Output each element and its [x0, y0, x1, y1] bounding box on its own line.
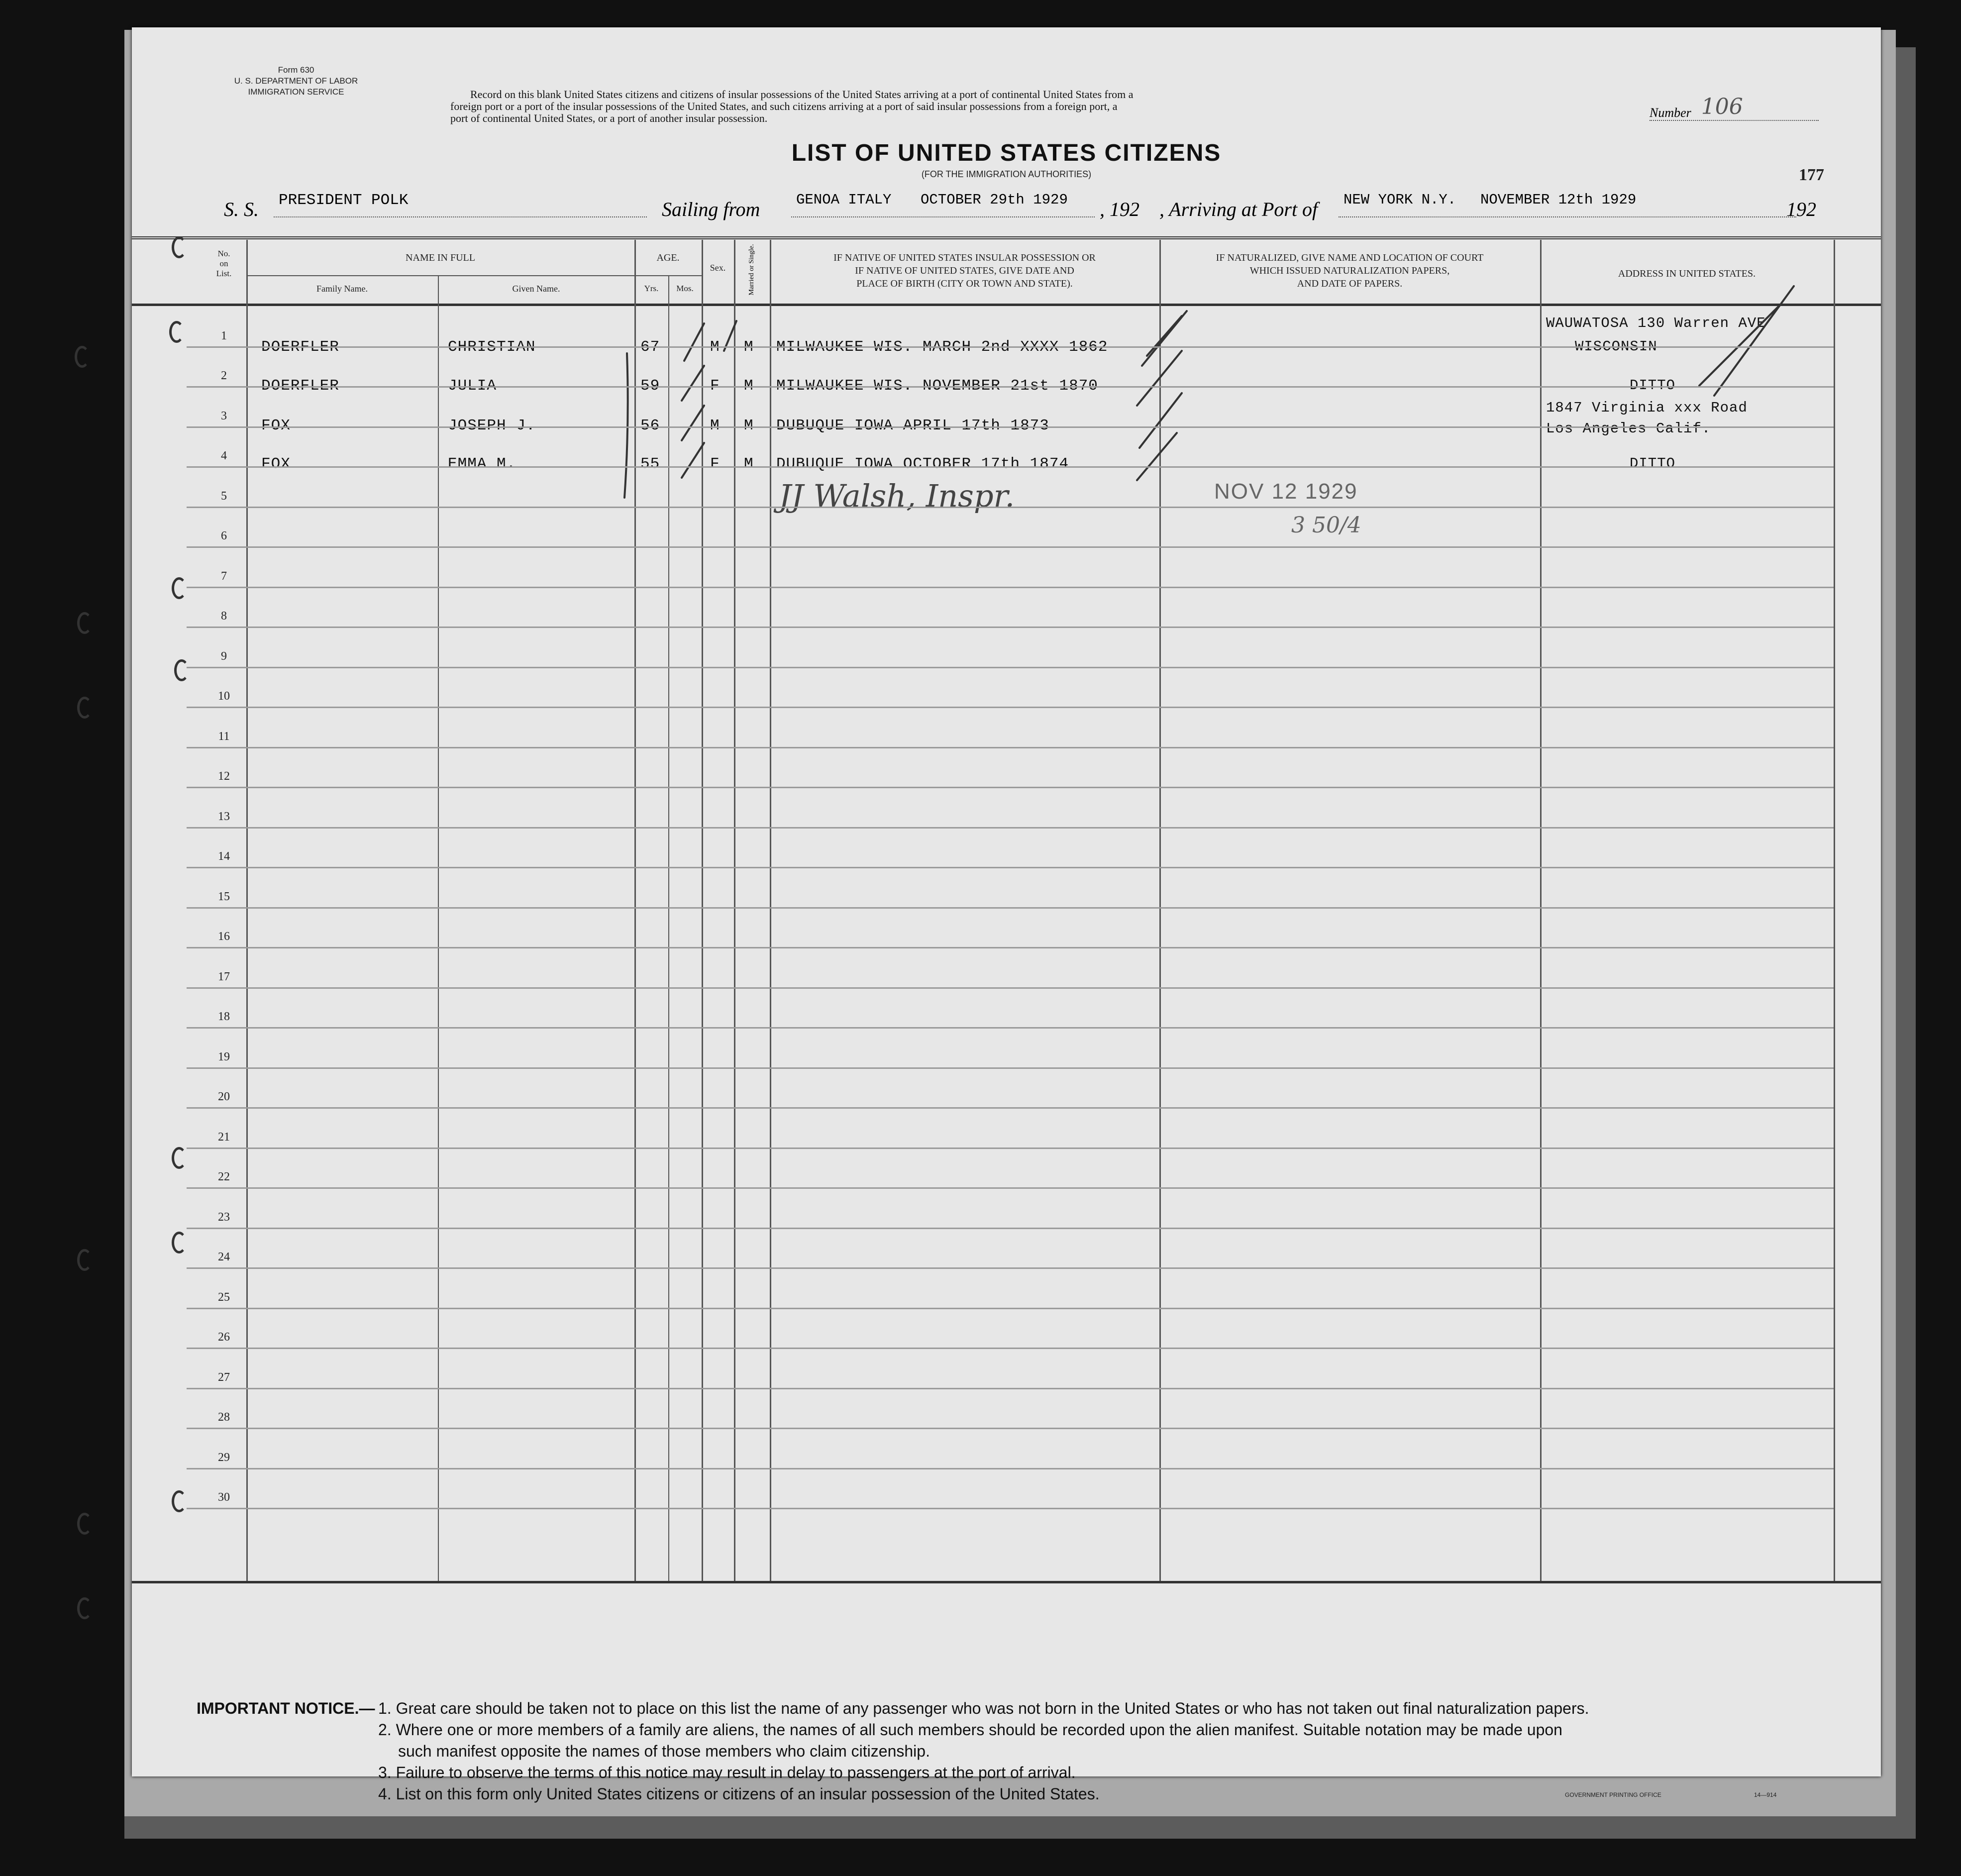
arrival-port: NEW YORK N.Y.	[1343, 192, 1456, 208]
row4-sex: F	[710, 455, 720, 473]
binder-hole	[172, 236, 187, 258]
row4-family: FOX	[261, 455, 291, 473]
arriving-label: , Arriving at Port of	[1159, 198, 1318, 220]
row-number: 6	[221, 529, 227, 542]
form-number: Form 630	[278, 65, 314, 75]
instruction-line: foreign port or a port of the insular possessions of the United States, and such citizens arriving at a port of said insular possessions from a foreign port, a	[450, 100, 1118, 112]
row2-sex: F	[710, 377, 720, 395]
page-subtitle: (FOR THE IMMIGRATION AUTHORITIES)	[921, 169, 1092, 179]
row3-sex: M	[710, 417, 720, 434]
hdr-birth-3: PLACE OF BIRTH (CITY OR TOWN AND STATE).	[856, 278, 1073, 289]
row-rule	[187, 587, 1834, 588]
row-number: 11	[218, 730, 230, 743]
row-rule	[187, 626, 1834, 628]
binder-hole	[174, 659, 189, 681]
row4-marital: M	[744, 455, 754, 473]
binder-hole	[77, 697, 92, 719]
col-head-address: ADDRESS IN UNITED STATES.	[1618, 268, 1756, 279]
row4-address: DITTO	[1630, 455, 1676, 472]
col-head-given: Given Name.	[512, 284, 560, 294]
notice-label: IMPORTANT NOTICE.—	[197, 1699, 375, 1717]
row-rule	[187, 1147, 1834, 1149]
row3-birth: DUBUQUE IOWA APRIL 17th 1873	[776, 417, 1049, 434]
binder-hole	[75, 346, 90, 368]
check-mark	[1137, 351, 1182, 406]
row-rule	[187, 1388, 1834, 1389]
row-rule	[187, 1508, 1834, 1509]
page-title: LIST OF UNITED STATES CITIZENS	[791, 140, 1222, 166]
row2-address: DITTO	[1630, 377, 1676, 394]
row1-marital: M	[744, 338, 754, 356]
check-mark	[684, 323, 704, 361]
row-number: 5	[221, 489, 227, 503]
number-label: Number	[1650, 105, 1691, 120]
arrival-date: NOVEMBER 12th 1929	[1480, 192, 1637, 208]
row3-age: 56	[640, 417, 660, 434]
row-rule	[187, 1348, 1834, 1349]
hdr-nat-1: IF NATURALIZED, GIVE NAME AND LOCATION OF COURT	[1216, 252, 1484, 263]
binder-hole	[77, 1597, 92, 1619]
row-rule	[187, 426, 1834, 428]
bracket-mark	[624, 353, 628, 498]
row-number: 27	[218, 1370, 230, 1384]
binder-hole	[172, 577, 187, 599]
notice-2b: such manifest opposite the names of those members who claim citizenship.	[398, 1742, 930, 1760]
row-rule	[187, 1107, 1834, 1109]
row3-given: JOSEPH J.	[448, 417, 536, 434]
hdr-nat-3: AND DATE OF PAPERS.	[1297, 278, 1403, 289]
row-number: 13	[218, 810, 230, 823]
row-number: 24	[218, 1251, 230, 1263]
row3-address-2: Los Angeles Calif.	[1546, 420, 1711, 437]
row-rule	[187, 867, 1834, 868]
row4-given: EMMA M.	[448, 455, 516, 473]
instruction-line: Record on this blank United States citizens and citizens of insular possessions of the United States arriving at a port of continental United States from a	[470, 88, 1134, 101]
binder-hole	[77, 1249, 92, 1271]
row-rule	[187, 827, 1834, 829]
row-rule	[187, 1027, 1834, 1029]
row-number: 14	[218, 850, 230, 863]
row-number: 12	[218, 770, 230, 783]
ss-label: S. S.	[224, 198, 259, 220]
row-rule	[187, 1468, 1834, 1469]
row-rule	[187, 1308, 1834, 1309]
sail-date: OCTOBER 29th 1929	[921, 192, 1068, 208]
row-number: 23	[218, 1210, 230, 1224]
check-mark	[1139, 393, 1182, 448]
row-number: 7	[221, 569, 227, 583]
ship-name: PRESIDENT POLK	[279, 192, 409, 209]
row-rule	[187, 667, 1834, 668]
notice-3: 3. Failure to observe the terms of this notice may result in delay to passengers at the port of arrival.	[378, 1764, 1076, 1781]
row-rule	[187, 466, 1834, 468]
departure-port: GENOA ITALY	[796, 192, 892, 208]
row-number: 29	[218, 1451, 230, 1464]
hdr-no-2: on	[219, 259, 228, 268]
check-mark	[682, 366, 704, 401]
page-number: 177	[1799, 166, 1824, 184]
row3-address-1: 1847 Virginia xxx Road	[1546, 400, 1748, 416]
year-suffix: , 192	[1100, 198, 1139, 220]
row-number: 16	[218, 930, 230, 943]
row-rule	[187, 386, 1834, 388]
row-rule	[187, 1228, 1834, 1229]
department: U. S. DEPARTMENT OF LABOR	[234, 76, 358, 86]
col-head-age: AGE.	[656, 252, 680, 263]
row3-marital: M	[744, 417, 754, 434]
row-number: 1	[221, 329, 227, 342]
table-bottom-rule	[132, 1581, 1881, 1583]
binder-hole	[172, 1147, 187, 1169]
hdr-married-text: Married or Single.	[748, 244, 755, 296]
row-rule	[187, 787, 1834, 788]
row-rule	[187, 747, 1834, 748]
row-number: 9	[221, 649, 227, 663]
row2-birth: MILWAUKEE WIS. NOVEMBER 21st 1870	[776, 377, 1098, 395]
form-code: 14—914	[1754, 1791, 1777, 1798]
binder-hole	[169, 321, 184, 343]
row4-birth: DUBUQUE IOWA OCTOBER 17th 1874	[776, 455, 1069, 473]
row2-age: 59	[640, 377, 660, 395]
row3-family: FOX	[261, 417, 291, 434]
col-head-family: Family Name.	[316, 284, 368, 294]
row-rule	[187, 947, 1834, 948]
check-mark	[1137, 433, 1177, 480]
notice-2a: 2. Where one or more members of a family are aliens, the names of all such members should be recorded upon the alien manifest. Suitable notation may be made upon	[378, 1721, 1562, 1739]
row1-age: 67	[640, 338, 660, 356]
row1-sex: M	[710, 338, 720, 356]
row-rule	[187, 707, 1834, 708]
date-stamp: NOV 12 1929	[1214, 479, 1358, 504]
row1-address-2: WISCONSIN	[1575, 338, 1657, 355]
row-rule	[187, 1267, 1834, 1269]
row1-family: DOERFLER	[261, 338, 339, 356]
sailing-label: Sailing from	[662, 198, 760, 220]
hdr-birth-2: IF NATIVE OF UNITED STATES, GIVE DATE AND	[855, 265, 1074, 276]
row-number: 18	[218, 1010, 230, 1023]
manifest-page	[132, 27, 1881, 1803]
row2-marital: M	[744, 377, 754, 395]
printer-imprint: GOVERNMENT PRINTING OFFICE	[1565, 1791, 1661, 1798]
row-number: 4	[221, 449, 227, 462]
row-number: 3	[221, 409, 227, 422]
check-mark	[1147, 316, 1182, 356]
col-head-mos: Mos.	[676, 284, 694, 293]
row-number: 20	[218, 1090, 230, 1103]
check-mark	[682, 406, 704, 440]
hdr-birth-1: IF NATIVE OF UNITED STATES INSULAR POSSESSION OR	[833, 252, 1096, 263]
row-number: 10	[218, 690, 230, 703]
row2-given: JULIA	[448, 377, 497, 395]
instruction-line: port of continental United States, or a port of another insular possession.	[450, 112, 768, 124]
col-head-name: NAME IN FULL	[406, 252, 475, 263]
notice-4: 4. List on this form only United States citizens or citizens of an insular possession of the United States.	[378, 1785, 1100, 1803]
hdr-no-3: List.	[216, 269, 232, 278]
notice-1: 1. Great care should be taken not to place on this list the name of any passenger who was not born in the United States or who has not taken out final naturalization papers.	[378, 1699, 1589, 1717]
binder-hole	[77, 612, 92, 634]
fee-note: 3 50/4	[1291, 513, 1361, 538]
service: IMMIGRATION SERVICE	[248, 87, 344, 97]
row-number: 21	[218, 1130, 230, 1144]
binder-hole	[172, 1490, 187, 1512]
row2-family: DOERFLER	[261, 377, 339, 395]
row-rule	[187, 507, 1834, 508]
inspector-signature: JJ Walsh, Inspr.	[779, 478, 1015, 514]
number-value: 106	[1701, 94, 1743, 119]
hdr-no-1: No.	[217, 249, 230, 258]
check-mark	[682, 443, 704, 478]
row-rule	[187, 1067, 1834, 1069]
row-number: 8	[221, 610, 227, 623]
col-head-sex: Sex.	[710, 263, 726, 273]
address-strike	[1714, 286, 1794, 396]
row-number: 26	[218, 1331, 230, 1344]
row-rule	[187, 1187, 1834, 1189]
row-number: 28	[218, 1411, 230, 1424]
row-number: 19	[218, 1050, 230, 1063]
row-number: 22	[218, 1170, 230, 1183]
year-suffix-2: 192	[1786, 198, 1816, 220]
row1-address-1: WAUWATOSA 130 Warren AVE	[1546, 315, 1766, 331]
hdr-nat-2: WHICH ISSUED NATURALIZATION PAPERS,	[1249, 265, 1450, 276]
row-rule	[187, 1428, 1834, 1429]
binder-hole	[172, 1232, 187, 1253]
row-rule	[187, 346, 1834, 348]
row-number: 2	[221, 369, 227, 382]
row-number: 30	[218, 1491, 230, 1504]
row1-birth: MILWAUKEE WIS. MARCH 2nd XXXX 1862	[776, 338, 1108, 356]
row-rule	[187, 907, 1834, 909]
row-number: 25	[218, 1290, 230, 1304]
row-rule	[187, 546, 1834, 548]
row4-age: 55	[640, 455, 660, 473]
binder-hole	[77, 1513, 92, 1535]
row-rule	[187, 987, 1834, 989]
row-number: 15	[218, 890, 230, 903]
col-head-yrs: Yrs.	[644, 284, 659, 293]
row1-given: CHRISTIAN	[448, 338, 536, 356]
row-number: 17	[218, 970, 230, 983]
